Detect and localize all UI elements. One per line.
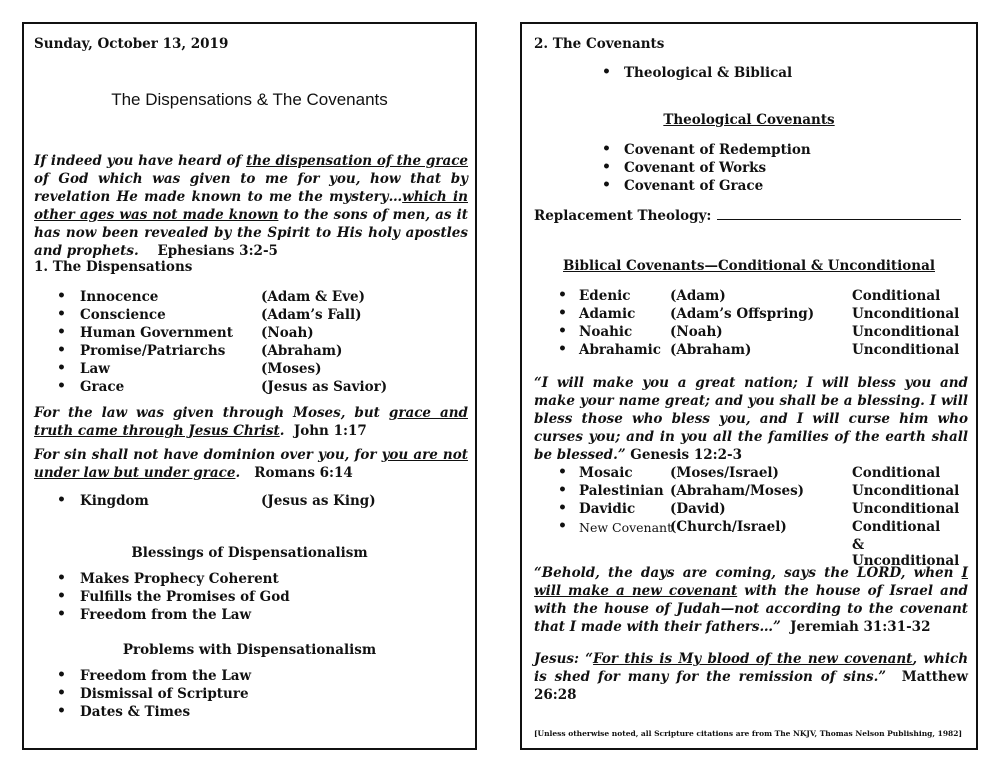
bullet-icon: • — [57, 588, 66, 604]
covenant-name: Edenic — [579, 288, 631, 304]
covenant-who: (Noah) — [670, 324, 723, 340]
covenant-type: Conditional — [852, 519, 941, 535]
covenant-type: Conditional — [852, 288, 941, 304]
problem-item: Dismissal of Scripture — [80, 686, 249, 702]
replacement-theology: Replacement Theology: — [534, 207, 961, 224]
problem-item: Dates & Times — [80, 704, 191, 720]
dispensation-who: (Adam & Eve) — [261, 289, 366, 305]
bullet-icon: • — [57, 378, 66, 394]
dispensation-who: (Adam’s Fall) — [261, 307, 362, 323]
bullet-icon: • — [57, 606, 66, 622]
genesis-quote: “I will make you a great nation; I will bless you and make your name great; and you shall be a blessing. I will bless those who bless you, and I will curse him who curses you; and in you all the families of the earth shall be blessed.” Genesis 12:2-3 — [534, 375, 968, 463]
bullet-icon: • — [558, 305, 567, 321]
covenant-name: Abrahamic — [579, 342, 661, 358]
kingdom-who: (Jesus as King) — [261, 493, 376, 509]
blessing-item: Fulfills the Promises of God — [80, 589, 290, 605]
bullet-icon: • — [558, 464, 567, 480]
dispensation-name: Conscience — [80, 307, 166, 323]
covenant-name: Palestinian — [579, 483, 664, 499]
dispensation-who: (Abraham) — [261, 343, 343, 359]
matthew-quote: Jesus: “For this is My blood of the new covenant, which is shed for many for the remission of sins.” Matthew 26:28 — [534, 651, 969, 703]
bullet-icon: • — [558, 482, 567, 498]
john-quote: For the law was given through Moses, but grace and truth came through Jesus Christ. John 1:17 — [34, 405, 468, 439]
bullet-icon: • — [602, 141, 611, 157]
covenant-who: (Adam’s Offspring) — [670, 306, 815, 322]
dispensation-who: (Jesus as Savior) — [261, 379, 388, 395]
dispensation-name: Human Government — [80, 325, 233, 341]
jeremiah-quote: “Behold, the days are coming, says the LORD, when I will make a new covenant with the house of Israel and with the house of Judah—not according to the covenant that I made with their fathers…” Jeremiah 31:31-32 — [534, 565, 968, 635]
problems-heading: Problems with Dispensationalism — [122, 642, 377, 658]
theological-biblical: Theological & Biblical — [624, 65, 793, 81]
covenant-who: (David) — [670, 501, 726, 517]
bullet-icon: • — [558, 341, 567, 357]
covenant-who: (Abraham) — [670, 342, 752, 358]
covenant-who: (Abraham/Moses) — [670, 483, 805, 499]
bullet-icon: • — [57, 342, 66, 358]
covenant-type: Conditional — [852, 465, 941, 481]
covenant-name: Noahic — [579, 324, 633, 340]
right-panel — [520, 22, 978, 750]
bullet-icon: • — [57, 570, 66, 586]
blessing-item: Freedom from the Law — [80, 607, 252, 623]
theological-item: Covenant of Grace — [624, 178, 764, 194]
ephesians-ref: Ephesians 3:2-5 — [157, 243, 278, 259]
theological-item: Covenant of Redemption — [624, 142, 811, 158]
covenant-name: New Covenant — [579, 520, 673, 535]
covenant-type: Unconditional — [852, 342, 960, 358]
covenant-type: Unconditional — [852, 306, 960, 322]
bullet-icon: • — [57, 288, 66, 304]
bullet-icon: • — [602, 64, 611, 80]
covenant-name: Davidic — [579, 501, 636, 517]
covenant-type: Unconditional — [852, 483, 960, 499]
covenant-type: Unconditional — [852, 324, 960, 340]
section-covenants: 2. The Covenants — [534, 36, 665, 52]
covenant-who: (Moses/Israel) — [670, 465, 779, 481]
theological-heading: Theological Covenants — [663, 112, 835, 128]
romans-quote: For sin shall not have dominion over you, for you are not under law but under grace. Romans 6:14 — [34, 447, 468, 481]
ephesians-epigraph: If indeed you have heard of the dispensation of the grace of God which was given to me for you, how that by revelation He made known to me the mystery…which in other ages was not made known to the sons of men, as it has now been revealed by the Spirit to His holy apostles and prophets. Ephesians 3:2-5 — [34, 153, 469, 259]
covenant-name: Mosaic — [579, 465, 633, 481]
bullet-icon: • — [57, 667, 66, 683]
bullet-icon: • — [57, 685, 66, 701]
footnote: [Unless otherwise noted, all Scripture citations are from The NKJV, Thomas Nelson Publishing, 1982] — [534, 729, 963, 738]
bullet-icon: • — [602, 177, 611, 193]
blessing-item: Makes Prophecy Coherent — [80, 571, 279, 587]
bullet-icon: • — [558, 323, 567, 339]
dispensation-who: (Moses) — [261, 361, 322, 377]
bullet-icon: • — [57, 492, 66, 508]
left-panel — [22, 22, 477, 750]
theological-item: Covenant of Works — [624, 160, 767, 176]
date-line: Sunday, October 13, 2019 — [34, 36, 229, 52]
page-title: The Dispensations & The Covenants — [111, 90, 388, 109]
bullet-icon: • — [558, 287, 567, 303]
covenant-type: Unconditional — [852, 501, 960, 517]
covenant-name: Adamic — [579, 306, 636, 322]
dispensation-who: (Noah) — [261, 325, 314, 341]
bullet-icon: • — [558, 518, 567, 534]
blessings-heading: Blessings of Dispensationalism — [131, 545, 368, 561]
covenant-who: (Adam) — [670, 288, 726, 304]
bullet-icon: • — [57, 306, 66, 322]
covenant-type-2: & Unconditional — [852, 537, 960, 569]
dispensation-name: Innocence — [80, 289, 159, 305]
bullet-icon: • — [57, 703, 66, 719]
problem-item: Freedom from the Law — [80, 668, 252, 684]
biblical-heading: Biblical Covenants—Conditional & Unconditional — [563, 258, 935, 274]
covenant-who: (Church/Israel) — [670, 519, 787, 535]
bullet-icon: • — [602, 159, 611, 175]
section-dispensations: 1. The Dispensations — [34, 259, 193, 275]
blank-line — [717, 207, 961, 220]
bullet-icon: • — [558, 500, 567, 516]
dispensation-name: Grace — [80, 379, 125, 395]
dispensation-name: Promise/Patriarchs — [80, 343, 226, 359]
bullet-icon: • — [57, 360, 66, 376]
bullet-icon: • — [57, 324, 66, 340]
kingdom-name: Kingdom — [80, 493, 149, 509]
dispensation-name: Law — [80, 361, 110, 377]
